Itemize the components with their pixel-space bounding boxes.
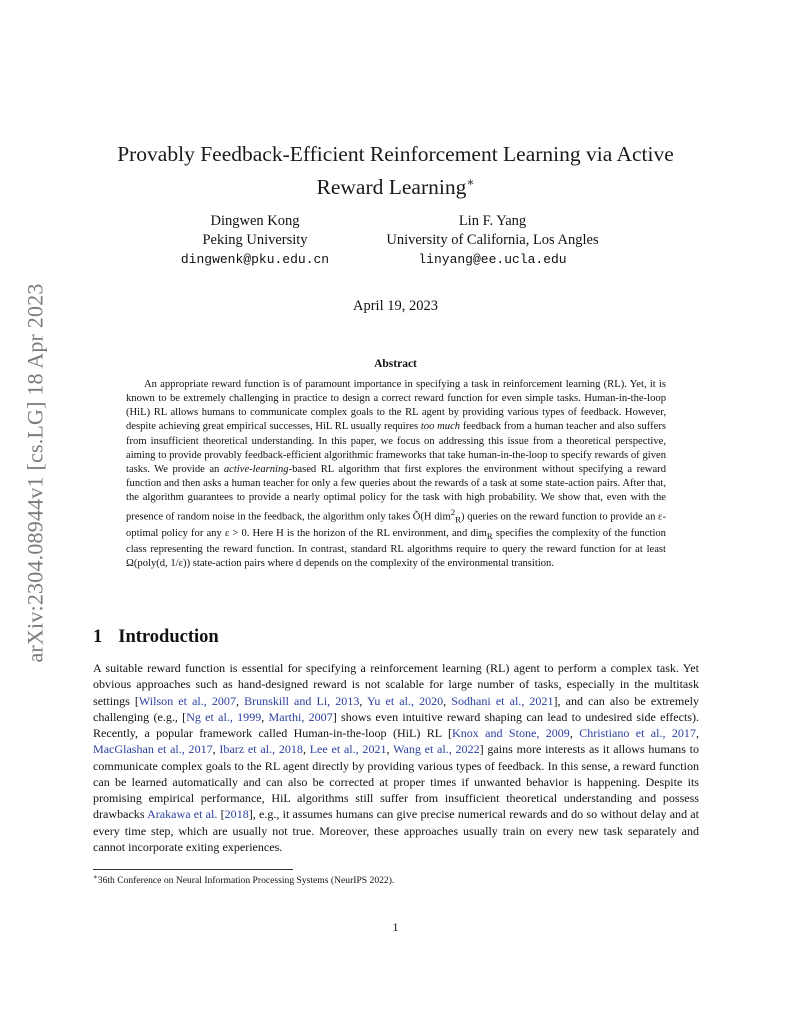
citation-link[interactable]: Marthi, 2007 [268, 709, 333, 724]
abstract-text: ) queries on the reward function to provide an ε-optimal policy for any ε > 0. Here H is the horizon of the RL environment, and dim [126, 511, 667, 539]
intro-text: , e.g., it assumes humans can give precise numerical rewards and do so without delay and at every time step, which are usually not true. Moreover, these approaches usually train on every new task separately and cannot incorporate exiting experiences. [93, 807, 700, 854]
author-email[interactable]: dingwenk@pku.edu.cn [180, 252, 330, 267]
citation-link[interactable]: Lee et al., 2021 [309, 742, 387, 757]
citation-link[interactable]: Wang et al., 2022 [393, 742, 480, 757]
math-superscript: 2 [450, 507, 456, 518]
author-block-2 [355, 212, 630, 269]
citation-link[interactable]: Christiano et al., 2017 [579, 726, 696, 740]
introduction-paragraph: A suitable reward function is essential for specifying a reinforcement learning (RL) agent to perform a complex task. Yet obvious approaches such as hand-designed reward is not scalable for large number of tasks, especially in the multitask settings [Wilson et al., 2007, Brunskill and Li, 2013, Yu et al., 2020, Sodhani et al., 2021], and can also be extremely challenging (e.g., [Ng et al., 1999, Marthi, 2007] shows even intuitive reward shaping can lead to undesired side effects). Recently, a popular framework called Human-in-the-loop (HiL) RL [Knox and Stone, 2009, Christiano et al., 2017, MacGlashan et al., 2017, Ibarz et al., 2018, Lee et al., 2021, Wang et al., 2022] gains more interests as it allows humans to communicate complex goals to the RL agent directly by providing various types of feedback. In this sense, a reward function can be learned automatically and can also be corrected at proper times if unwanted behavior is happening. Despite its promising empirical performance, HiL algorithms still suffer from insufficient theoretical understanding and possess drawbacks Arakawa et al. [2018], e.g., it assumes humans can give precise numerical rewards and do so without delay and at every time step, which are usually not true. Moreover, these approaches usually train on every new task separately and cannot incorporate exiting experiences. [93, 661, 700, 854]
author-name: Dingwen Kong [210, 213, 300, 229]
math-subscript: R [455, 514, 462, 525]
footnote-text: 36th Conference on Neural Information Processing Systems (NeurIPS 2022). [97, 875, 395, 887]
abstract-text: specifies the complexity of the function class representing the reward function. In contrast, standard RL algorithms require to query the reward function for at least Ω(poly(d, 1/ε)) state-action pairs where d depends on the complexity of the environmental transition. [126, 527, 666, 570]
author-block-1 [165, 212, 345, 269]
abstract-body [126, 378, 666, 571]
citation-link[interactable]: Ng et al., 1999 [186, 709, 262, 724]
section-heading [93, 627, 219, 648]
citation-link[interactable]: Ibarz et al., 2018 [219, 742, 303, 757]
citation-link[interactable]: Sodhani et al., 2021 [451, 693, 554, 708]
section-title: Introduction [118, 627, 219, 647]
page-number: 1 [392, 920, 399, 934]
abstract-text: feedback from a human teacher and also suffers from insufficient theoretical understanding. In this paper, we focus on addressing this issue from a theoretical perspective, aiming to provide provably feedback-efficient algorithmic frameworks that take human-in-the-loop to specify rewards of given tasks. We provide an [126, 421, 666, 475]
title-footnote-marker: ∗ [466, 175, 475, 189]
author-affiliation: University of California, Los Angles [386, 232, 599, 248]
author-email[interactable]: linyang@ee.ucla.edu [418, 252, 567, 267]
citation-link[interactable]: MacGlashan et al., 2017 [93, 742, 213, 757]
author-affiliation: Peking University [202, 232, 308, 248]
title-line-2 [60, 168, 731, 201]
section-number: 1 [93, 627, 103, 647]
title-line-1: Provably Feedback-Efficient Reinforcement Learning via Active [117, 142, 674, 166]
intro-text: ] gains more interests as it allows humans to communicate complex goals to the RL agent directly by providing various types of feedback. In this sense, a reward function can be learned automatically and can also be corrected at proper times if unwanted behavior is happening. Despite its promising empirical performance, HiL algorithms still suffer from insufficient theoretical understanding and possess drawbacks [93, 742, 700, 822]
intro-text: A suitable reward function is essential for specifying a reinforcement learning (RL) agent to perform a complex task. Yet obvious approaches such as hand-designed reward is not scalable for large number of tasks, especially in the multitask settings [ [93, 661, 699, 708]
footnote-rule [93, 869, 293, 870]
citation-link[interactable]: Yu et al., 2020 [367, 693, 444, 708]
intro-text: ], and can also be extremely challenging (e.g., [ [93, 693, 699, 724]
citation-link[interactable]: Wilson et al., 2007 [138, 693, 236, 708]
footnote-marker: ∗ [93, 873, 98, 881]
citation-link[interactable]: 2018 [224, 807, 249, 822]
abstract-text: An appropriate reward function is of paramount importance in specifying a task in reinforcement learning (RL). Yet, it is known to be extremely challenging in practice to design a correct reward function for even simple tasks. Human-in-the-loop (HiL) RL allows humans to communicate complex goals to the RL agent by providing various types of feedback. However, despite achieving great empirical successes, HiL RL usually requires [126, 379, 666, 433]
author-name: Lin F. Yang [458, 213, 527, 229]
citation-link[interactable]: Brunskill and Li, 2013 [244, 693, 360, 708]
abstract-emphasis: active-learning [223, 463, 289, 475]
paper-title [60, 140, 731, 201]
abstract-emphasis: too much [420, 421, 461, 433]
abstract-heading: Abstract [374, 358, 417, 370]
footnote [93, 873, 394, 886]
publication-date: April 19, 2023 [353, 298, 438, 314]
citation-link[interactable]: Knox and Stone, 2009 [452, 726, 570, 740]
intro-text: ] shows even intuitive reward shaping can lead to undesired side effects). Recently, a popular framework called Human-in-the-loop (HiL) RL [ [93, 709, 700, 740]
citation-link[interactable]: Arakawa et al. [147, 807, 218, 822]
math-subscript: R [486, 531, 493, 541]
arxiv-stamp-text: arXiv:2304.08944v1 [cs.LG] 18 Apr 2023 [23, 282, 49, 663]
title-line-2-text: Reward Learning [316, 175, 467, 200]
abstract-text: -based RL algorithm that first explores the environment without specifying a reward function and then asks a human teacher for only a few queries about the rewards of a task at some state-action pairs. After that, the algorithm guarantees to provide a nearly optimal policy for the task with high probability. We show that, even with the presence of random noise in the feedback, the algorithm only takes Õ(H dim [126, 463, 666, 523]
